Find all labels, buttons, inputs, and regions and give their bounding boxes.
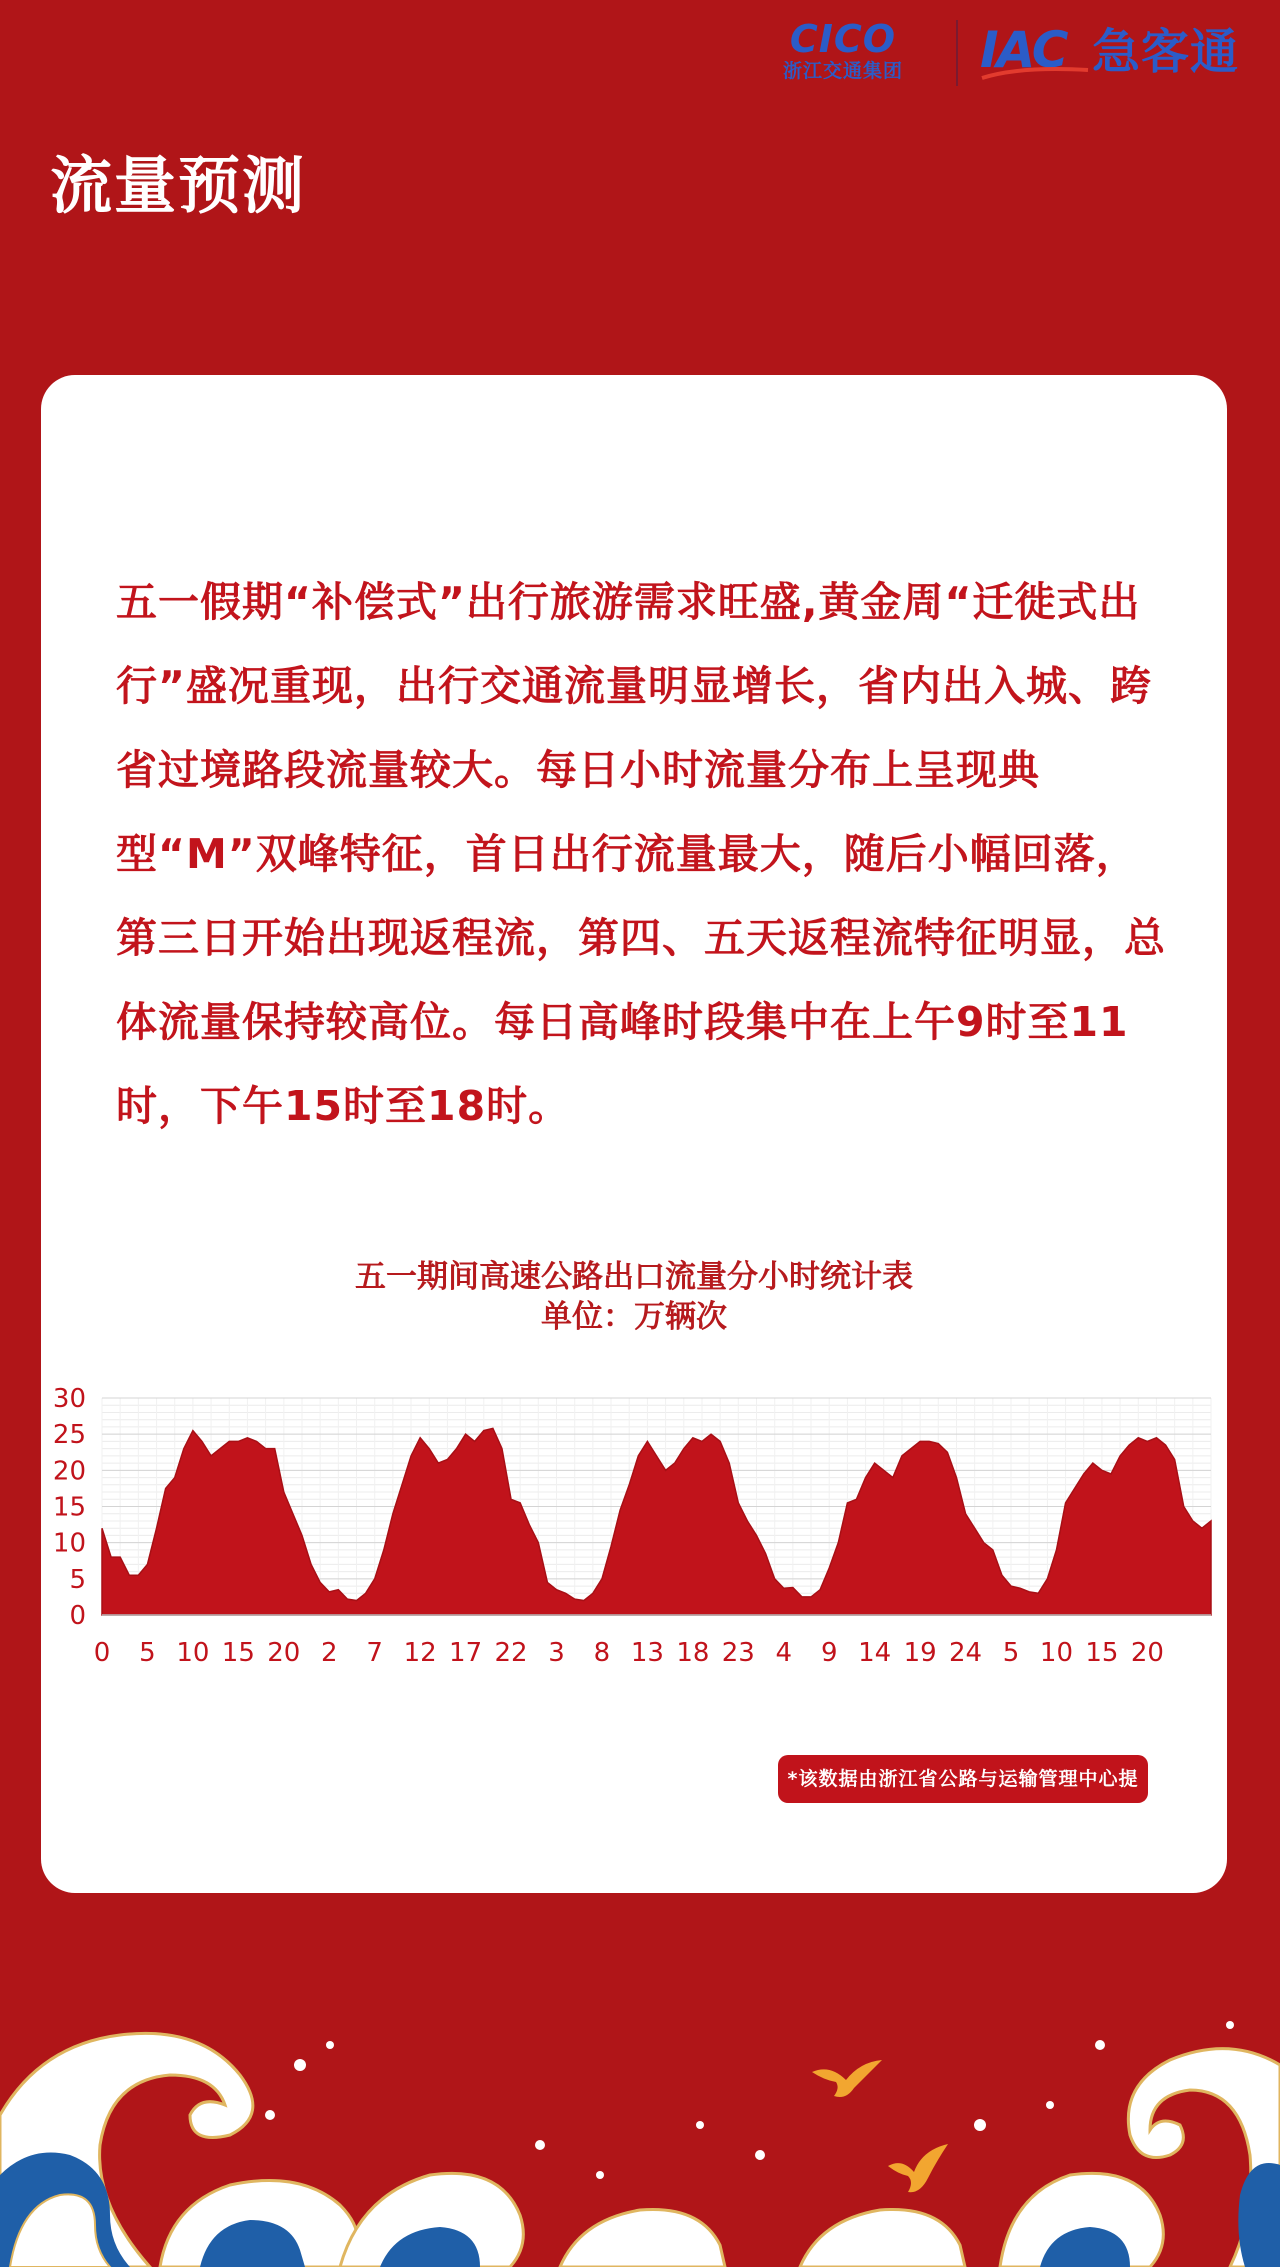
x-tick-label: 10 [176,1638,210,1668]
iac-logo-word: IAC [980,21,1067,79]
x-tick-label: 24 [949,1638,983,1668]
iac-logo [980,22,1258,82]
x-tick-label: 14 [858,1638,892,1668]
y-tick-label: 10 [52,1528,86,1559]
x-tick-label: 20 [1130,1638,1164,1668]
y-tick-label: 15 [52,1492,86,1523]
x-tick-label: 10 [1039,1638,1074,1668]
x-tick-label: 15 [1085,1638,1119,1668]
x-tick-label: 3 [548,1638,565,1668]
iac-swoosh-icon [980,66,1090,80]
x-tick-label: 15 [221,1638,255,1668]
y-tick-label: 5 [69,1564,86,1595]
content-card [41,375,1227,1893]
x-tick-label: 4 [775,1638,793,1668]
x-tick-label: 5 [139,1638,156,1668]
x-tick-label: 12 [403,1638,437,1668]
traffic-area-chart [41,1335,1227,1675]
wave-dots [265,2021,1234,2179]
x-tick-label: 22 [494,1638,528,1668]
wave-left [0,2033,725,2267]
x-tick-label: 19 [903,1638,937,1668]
x-tick-label: 20 [267,1638,301,1668]
x-tick-label: 9 [820,1638,838,1668]
header-logos [758,14,1258,94]
cico-logo-word: CICO [789,17,897,61]
iac-logo-cn: 急客通 [1092,24,1240,80]
intro-text: 五一假期“补偿式”出行旅游需求旺盛,黄金周“迁徙式出行”盛况重现，出行交通流量明显增长，省内出入城、跨省过境路段流量较大。每日小时流量分布上呈现典型“M”双峰特征，首日出行流量最大，随后小幅回落，第三日开始出现返程流，第四、五天返程流特征明显，总体流量保持较高位。每日高峰时段集中在上午9时至11时，下午15时至18时。 [116,578,1166,1130]
x-tick-label: 2 [320,1638,338,1668]
decorative-waves [0,2005,1280,2267]
bird-icon [886,2142,950,2196]
chart-unit: 单位：万辆次 [541,1299,727,1335]
source-note: *该数据由浙江省公路与运输管理中心提供 [778,1755,1148,1803]
x-tick-label: 23 [721,1638,755,1668]
x-tick-label: 0 [93,1638,111,1668]
logo-divider [956,20,958,86]
y-tick-label: 20 [52,1456,86,1487]
y-tick-label: 25 [52,1420,86,1451]
x-tick-label: 18 [676,1638,710,1668]
traffic-area-series [102,1428,1211,1615]
x-tick-label: 13 [630,1638,664,1668]
x-tick-label: 7 [366,1638,383,1668]
cico-logo [758,18,928,82]
x-tick-label: 17 [449,1638,483,1668]
page-title: 流量预测 [50,149,307,222]
y-tick-label: 30 [52,1384,86,1414]
x-tick-label: 5 [1002,1638,1020,1668]
x-tick-label: 8 [593,1638,611,1668]
chart-title: 五一期间高速公路出口流量分小时统计表 [355,1259,913,1295]
bird-icon [810,2058,884,2102]
y-tick-label: 0 [69,1601,86,1631]
cico-logo-cn: 浙江交通集团 [782,60,903,82]
